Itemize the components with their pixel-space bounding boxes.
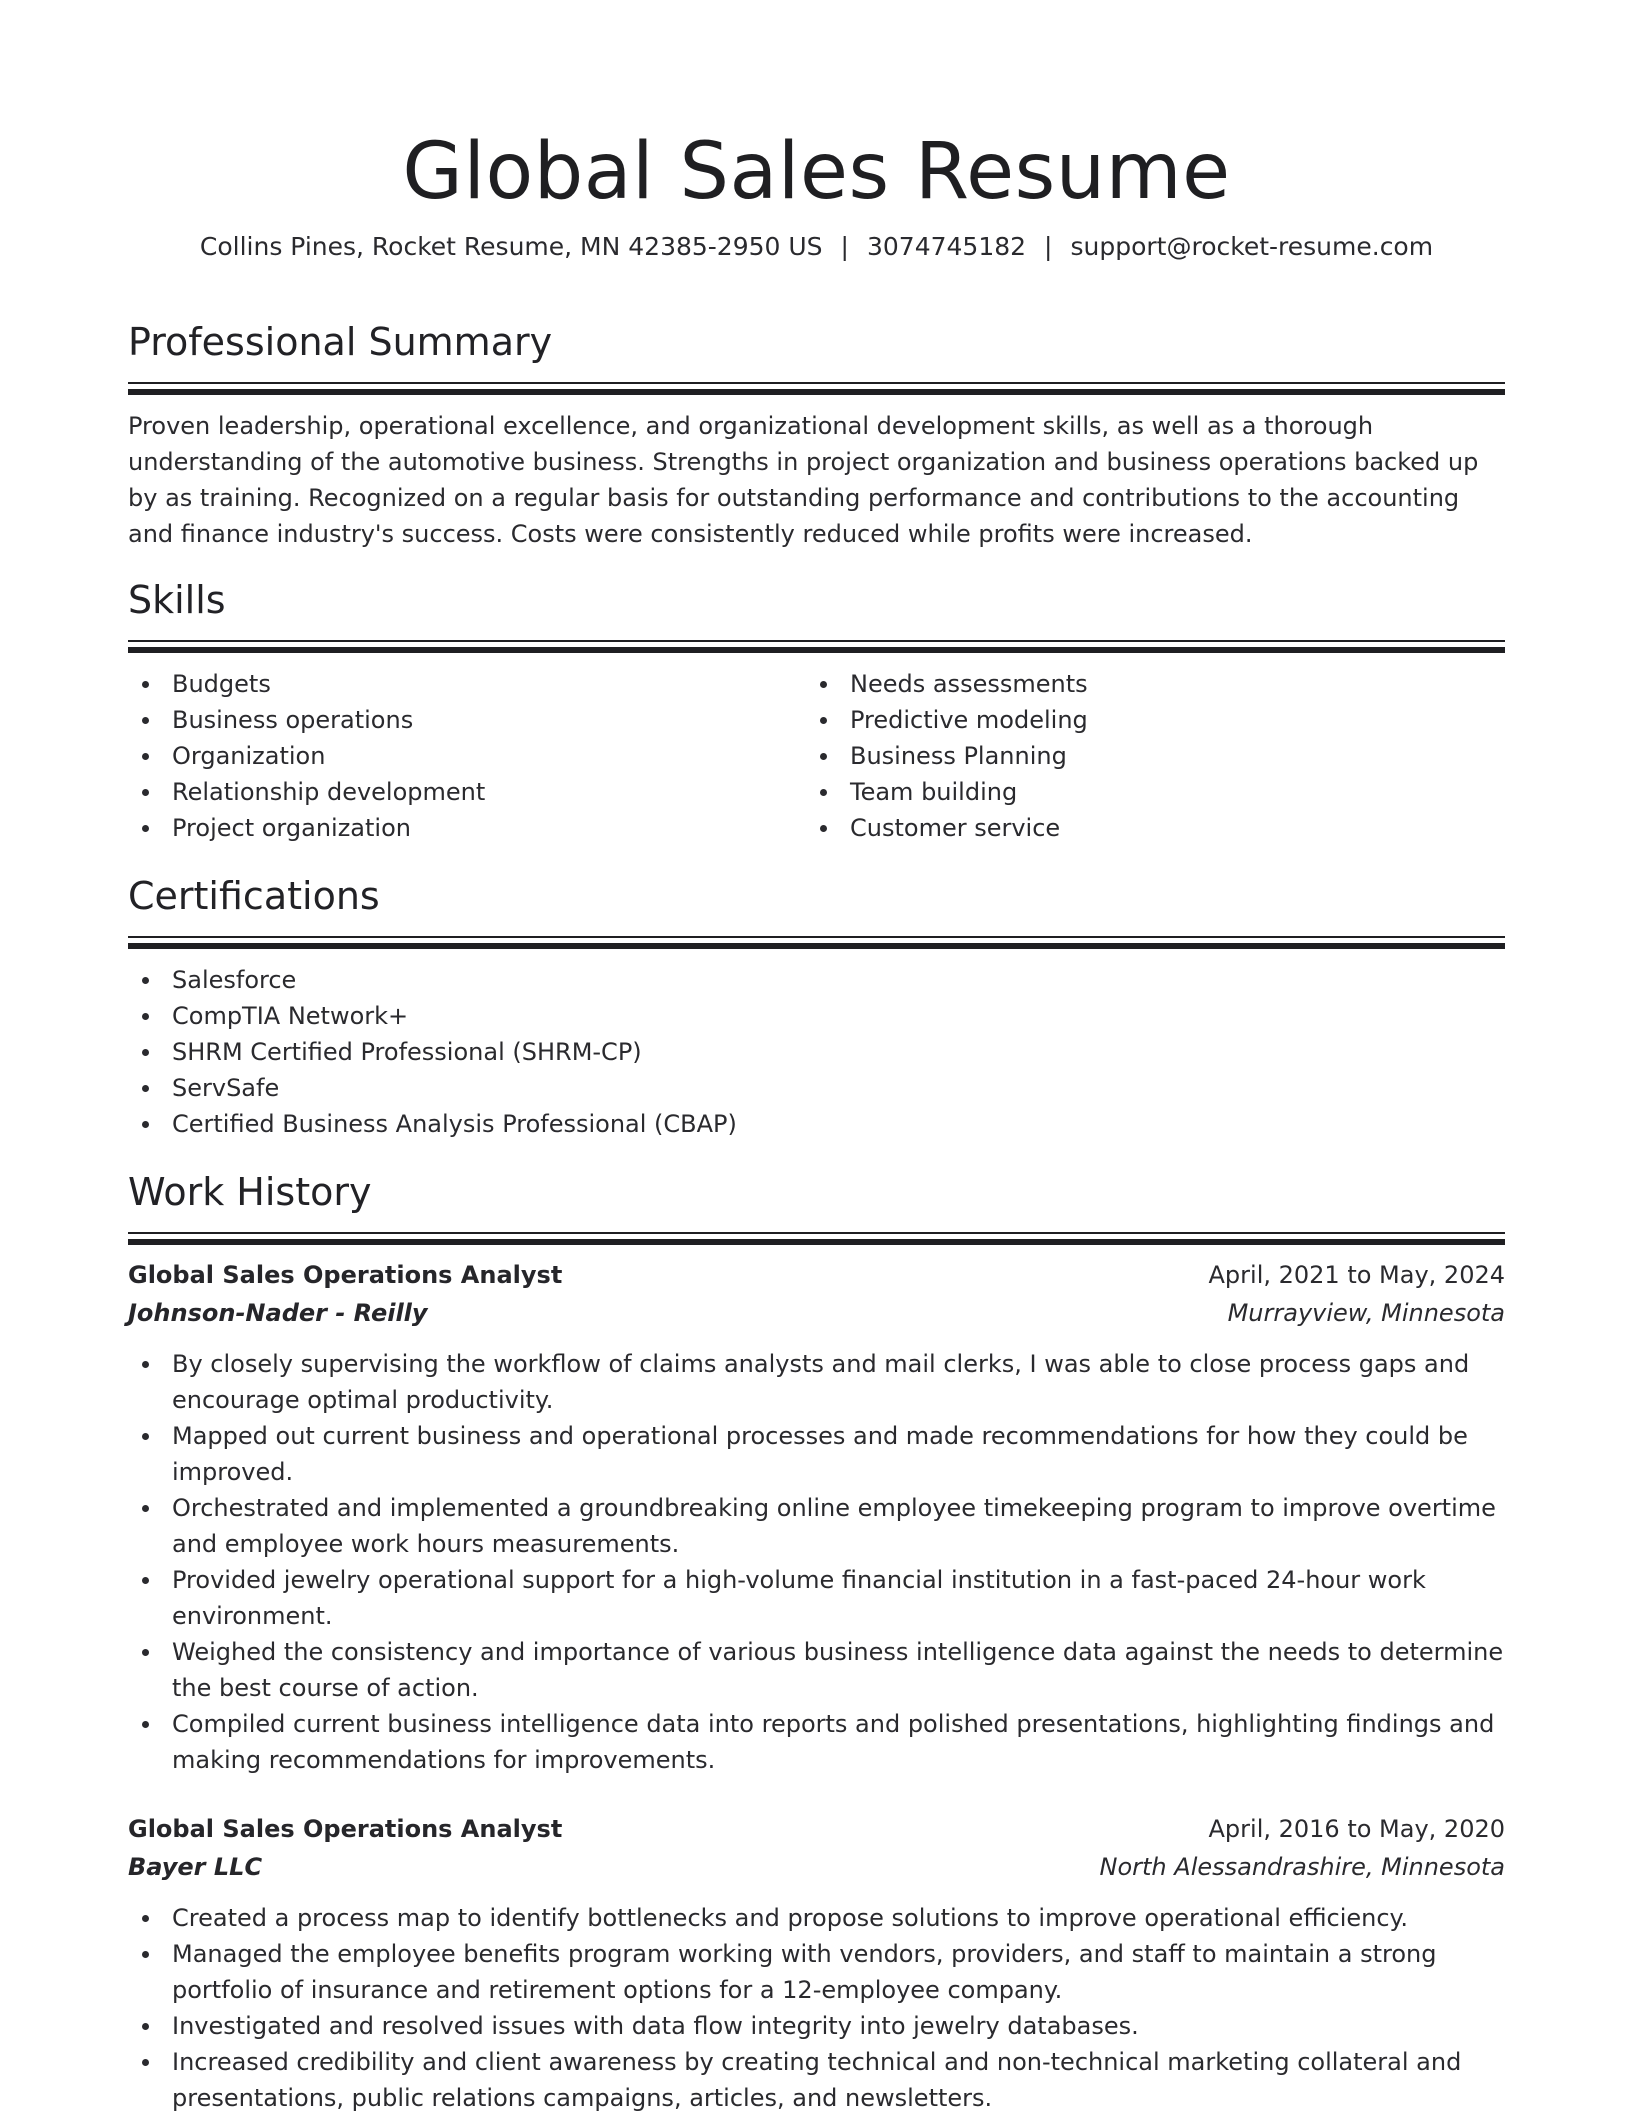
certification-item: Salesforce	[128, 962, 1505, 998]
job-entry	[128, 1256, 1505, 1778]
skills-left-list	[128, 666, 806, 846]
contact-separator: |	[1044, 232, 1053, 261]
skill-item: Organization	[128, 738, 806, 774]
summary-section	[128, 318, 1505, 552]
job-location: Murrayview, Minnesota	[1227, 1299, 1505, 1327]
job-dates: April, 2021 to May, 2024	[1208, 1261, 1505, 1289]
job-bullet: Created a process map to identify bottlenecks and propose solutions to improve operational efficiency.	[128, 1900, 1505, 1936]
skill-item: Business Planning	[806, 738, 1484, 774]
job-header	[128, 1256, 1505, 1294]
skill-item: Relationship development	[128, 774, 806, 810]
contact-email: support@rocket-resume.com	[1070, 232, 1434, 261]
section-divider	[128, 936, 1505, 948]
skills-heading: Skills	[128, 578, 226, 622]
job-bullet: Compiled current business intelligence data into reports and polished presentations, highlighting findings and making recommendations for improvements.	[128, 1706, 1505, 1778]
contact-line	[128, 230, 1505, 264]
job-subheader	[128, 1294, 1505, 1332]
job-bullet: Orchestrated and implemented a groundbreaking online employee timekeeping program to improve overtime and employee work hours measurements.	[128, 1490, 1505, 1562]
section-divider	[128, 1232, 1505, 1244]
job-location: North Alessandrashire, Minnesota	[1099, 1853, 1505, 1881]
skills-right-list	[806, 666, 1484, 846]
skill-item: Project organization	[128, 810, 806, 846]
job-bullet-list	[128, 1900, 1505, 2116]
job-company: Bayer LLC	[128, 1853, 263, 1881]
skills-section	[128, 576, 1505, 846]
job-bullet-list	[128, 1346, 1505, 1778]
skill-item: Team building	[806, 774, 1484, 810]
job-bullet: Investigated and resolved issues with data flow integrity into jewelry databases.	[128, 2008, 1505, 2044]
section-divider	[128, 382, 1505, 394]
skill-item: Needs assessments	[806, 666, 1484, 702]
skill-item: Predictive modeling	[806, 702, 1484, 738]
certification-item: Certified Business Analysis Professional (CBAP)	[128, 1106, 1505, 1142]
contact-phone: 3074745182	[866, 232, 1027, 261]
job-bullet: Mapped out current business and operational processes and made recommendations for how they could be improved.	[128, 1418, 1505, 1490]
certifications-list	[128, 962, 1505, 1142]
job-dates: April, 2016 to May, 2020	[1208, 1815, 1505, 1843]
work-history-section	[128, 1168, 1505, 2116]
contact-separator: |	[840, 232, 849, 261]
certifications-heading: Certifications	[128, 874, 380, 918]
job-bullet: Weighed the consistency and importance of various business intelligence data against the needs to determine the best course of action.	[128, 1634, 1505, 1706]
certification-item: ServSafe	[128, 1070, 1505, 1106]
certification-item: CompTIA Network+	[128, 998, 1505, 1034]
skill-item: Business operations	[128, 702, 806, 738]
job-bullet: By closely supervising the workflow of claims analysts and mail clerks, I was able to close process gaps and encourage optimal productivity.	[128, 1346, 1505, 1418]
skill-item: Customer service	[806, 810, 1484, 846]
job-subheader	[128, 1848, 1505, 1886]
section-divider	[128, 640, 1505, 652]
job-company: Johnson-Nader - Reilly	[128, 1299, 428, 1327]
job-bullet: Increased credibility and client awareness by creating technical and non-technical marketing collateral and presentations, public relations campaigns, articles, and newsletters.	[128, 2044, 1505, 2116]
job-title: Global Sales Operations Analyst	[128, 1261, 563, 1289]
skills-columns	[128, 666, 1505, 846]
skill-item: Budgets	[128, 666, 806, 702]
summary-text: Proven leadership, operational excellence, and organizational development skills, as well as a thorough understanding of the automotive business. Strengths in project organization and business operations backed up by as training. Recognized on a regular basis for outstanding performance and contributions to the accounting and finance industry's success. Costs were consistently reduced while profits were increased.	[128, 412, 1479, 548]
certifications-section	[128, 872, 1505, 1142]
work-history-heading: Work History	[128, 1170, 372, 1214]
job-entry	[128, 1810, 1505, 2116]
job-title: Global Sales Operations Analyst	[128, 1815, 563, 1843]
resume-title: Global Sales Resume	[402, 127, 1231, 217]
job-bullet: Provided jewelry operational support for a high-volume financial institution in a fast-paced 24-hour work environment.	[128, 1562, 1505, 1634]
summary-heading: Professional Summary	[128, 320, 553, 364]
contact-address: Collins Pines, Rocket Resume, MN 42385-2950 US	[199, 232, 823, 261]
job-header	[128, 1810, 1505, 1848]
resume-page	[128, 0, 1505, 2112]
job-bullet: Managed the employee benefits program working with vendors, providers, and staff to maintain a strong portfolio of insurance and retirement options for a 12-employee company.	[128, 1936, 1505, 2008]
certification-item: SHRM Certified Professional (SHRM-CP)	[128, 1034, 1505, 1070]
